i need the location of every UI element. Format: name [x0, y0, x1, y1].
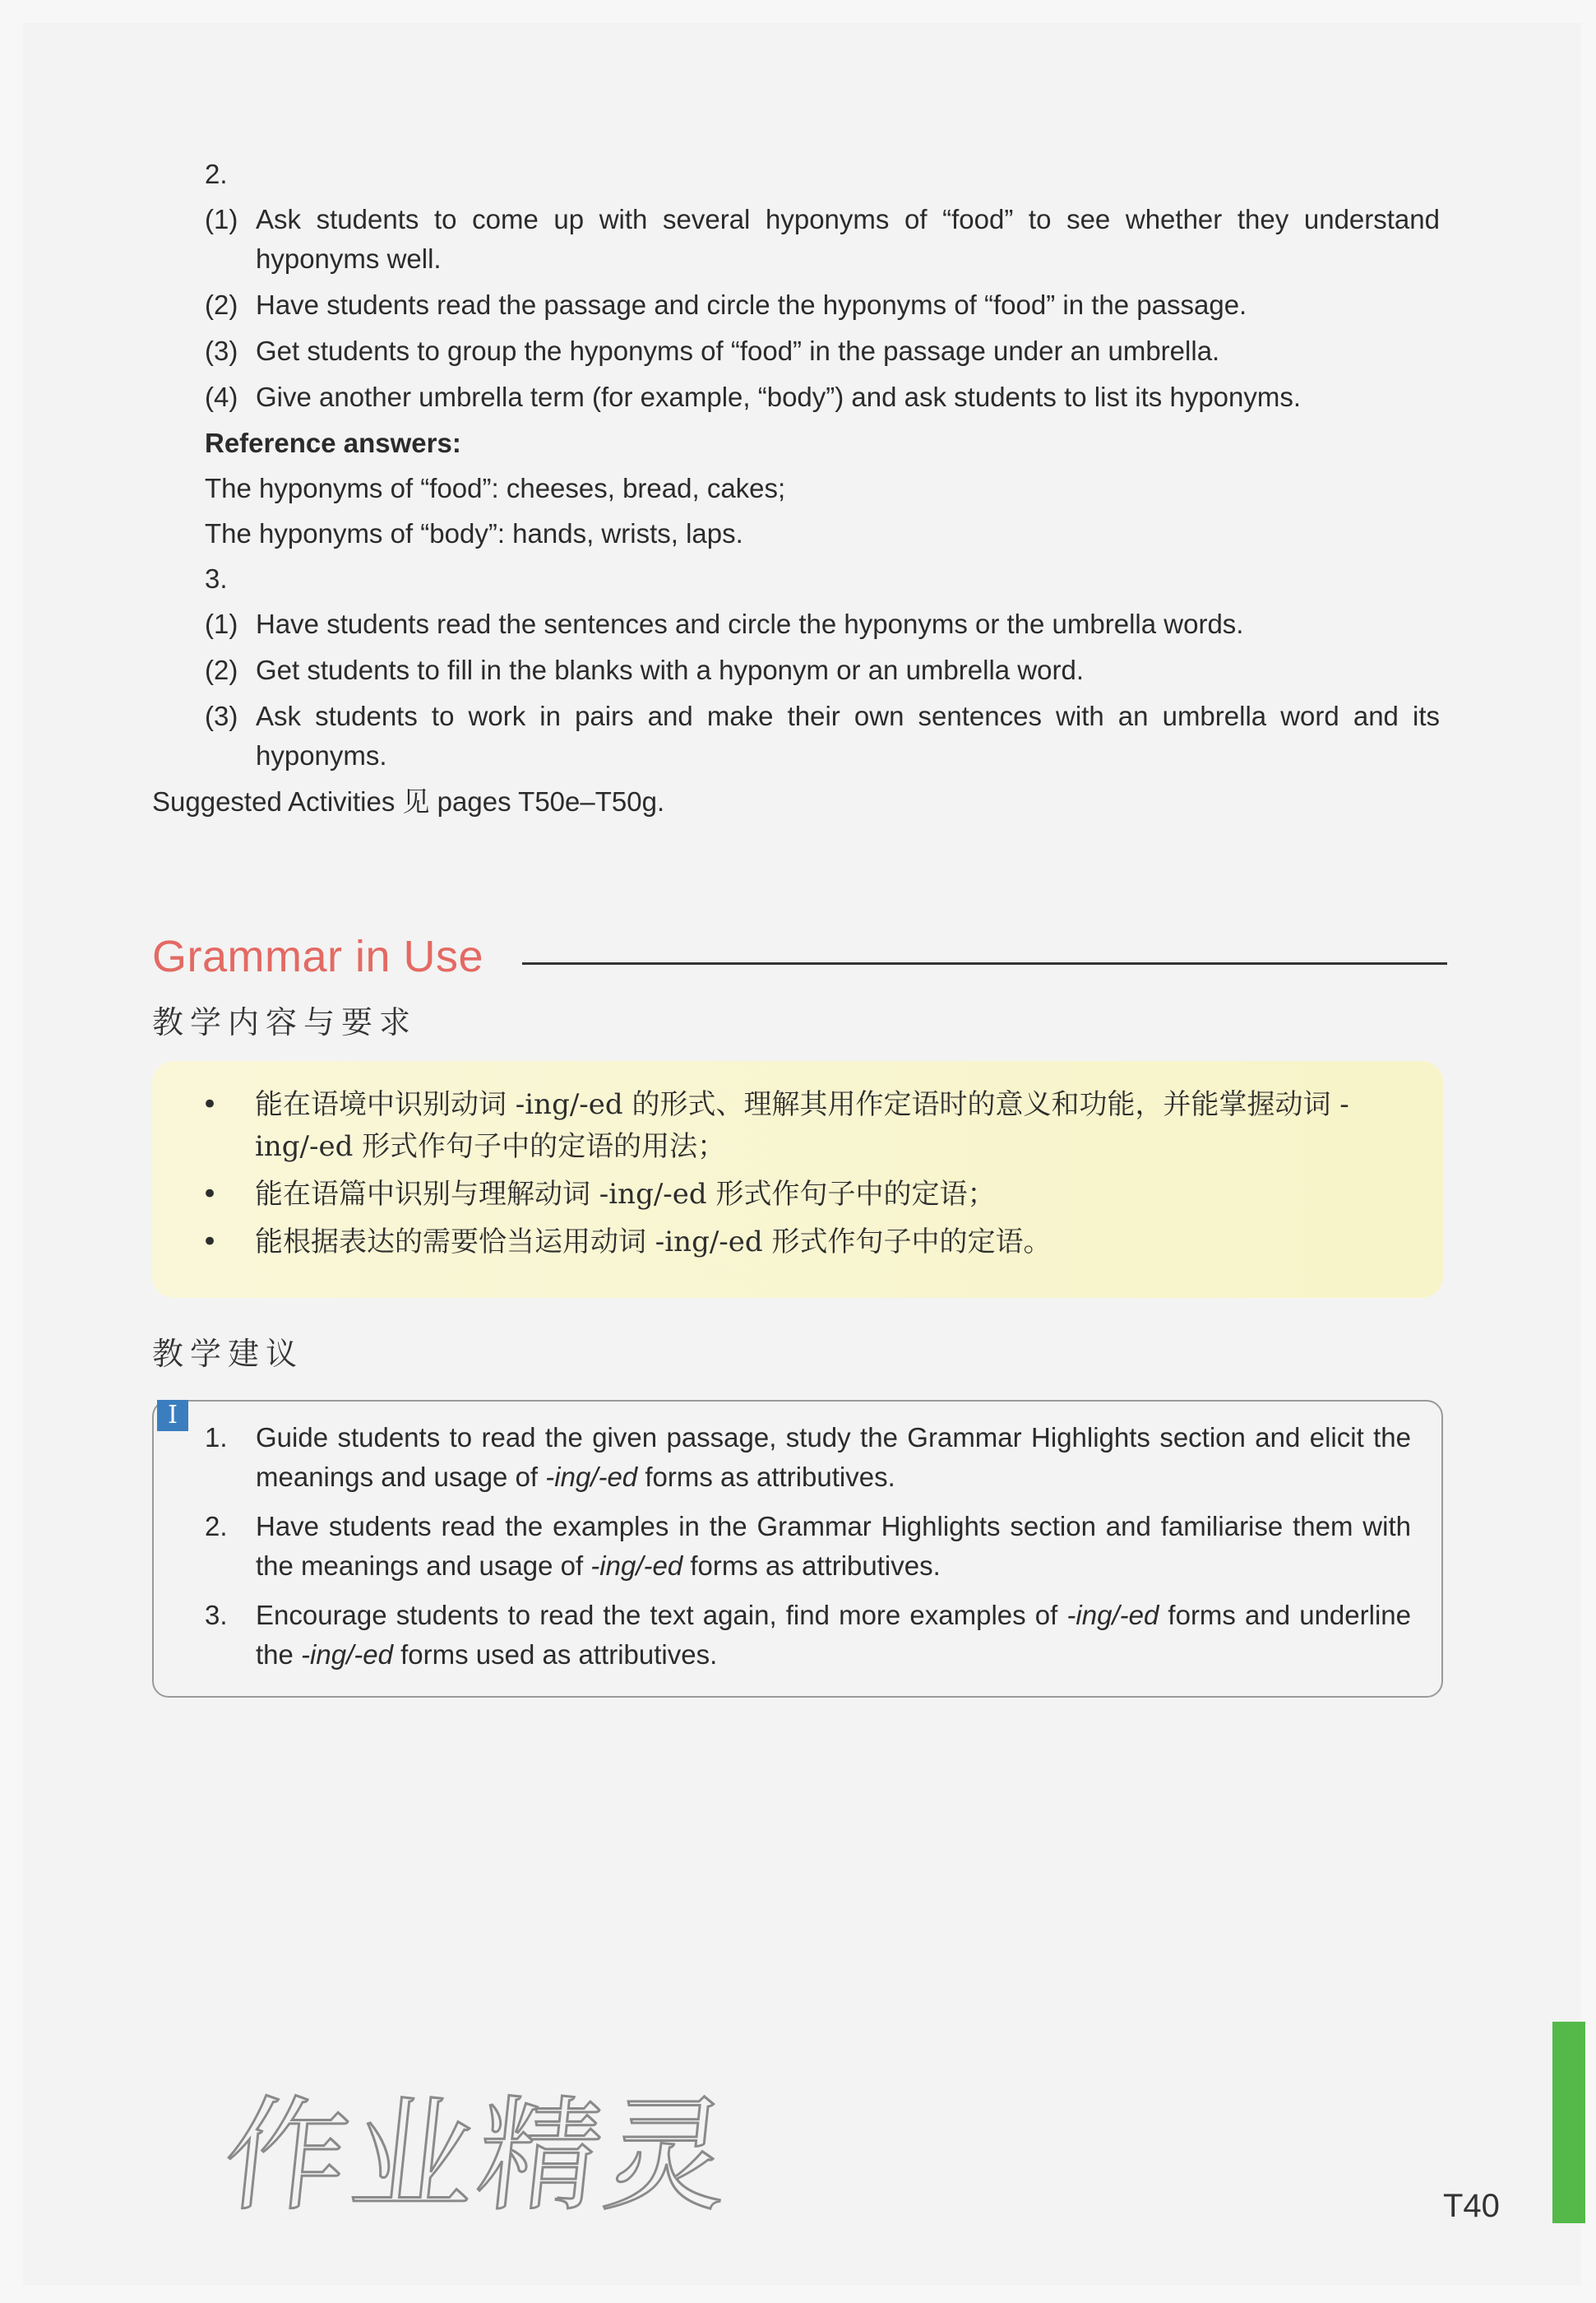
- list-item: (1) Ask students to come up with several hyponyms of “food” to see whether they understand hyponyms well.: [205, 204, 1440, 274]
- page-number: T40: [1443, 2188, 1500, 2224]
- heading-rule: [522, 962, 1447, 965]
- requirement-item: • 能在语境中识别动词 -ing/-ed 的形式、理解其用作定语时的意义和功能，并能掌握动词 -ing/-ed 形式作句子中的定语的用法；: [201, 1088, 1349, 1163]
- step-item: 2. Have students read the examples in the Grammar Highlights section and familiarise them with the meanings and usage of -ing/-ed forms as attributives.: [205, 1511, 1411, 1581]
- section-number: 3.: [205, 563, 228, 594]
- reference-answer: The hyponyms of “body”: hands, wrists, laps.: [205, 518, 743, 549]
- requirements-box: [152, 1061, 1443, 1298]
- suggestion-box: [152, 1400, 1443, 1698]
- step-item: 1. Guide students to read the given passage, study the Grammar Highlights section and elicit the meanings and usage of -ing/-ed forms as attributives.: [205, 1422, 1411, 1492]
- suggestion-heading: 教学建议: [152, 1336, 304, 1372]
- suggested-activities: Suggested Activities 见 pages T50e–T50g.: [152, 786, 665, 817]
- list-item: (4) Give another umbrella term (for example, “body”) and ask students to list its hyponyms.: [205, 382, 1302, 412]
- stage-badge: I: [157, 1400, 188, 1431]
- step-item: 3. Encourage students to read the text again, find more examples of -ing/-ed forms and underline the -ing/-ed forms used as attributives.: [205, 1600, 1411, 1670]
- list-item: (3) Get students to group the hyponyms of “food” in the passage under an umbrella.: [205, 336, 1220, 366]
- reference-answer: The hyponyms of “food”: cheeses, bread, cakes;: [205, 473, 786, 503]
- section-title: Grammar in Use: [152, 932, 484, 981]
- section-heading: [152, 928, 1447, 985]
- list-item: (1) Have students read the sentences and circle the hyponyms or the umbrella words.: [205, 609, 1244, 639]
- list-item: (3) Ask students to work in pairs and make their own sentences with an umbrella word and its hyponyms.: [205, 701, 1440, 771]
- section-2: [152, 155, 1443, 827]
- content-heading: 教学内容与要求: [152, 1004, 418, 1040]
- list-item: (2) Get students to fill in the blanks with a hyponym or an umbrella word.: [205, 655, 1084, 685]
- reference-label: Reference answers:: [205, 428, 461, 458]
- list-item: (2) Have students read the passage and circle the hyponyms of “food” in the passage.: [205, 290, 1247, 320]
- watermark: 作业精灵: [217, 2085, 739, 2228]
- section-number: 2.: [205, 159, 228, 189]
- page-edge-tab: [1552, 2022, 1585, 2223]
- requirement-item: • 能根据表达的需要恰当运用动词 -ing/-ed 形式作句子中的定语。: [201, 1226, 1052, 1258]
- requirement-item: • 能在语篇中识别与理解动词 -ing/-ed 形式作句子中的定语；: [201, 1178, 996, 1211]
